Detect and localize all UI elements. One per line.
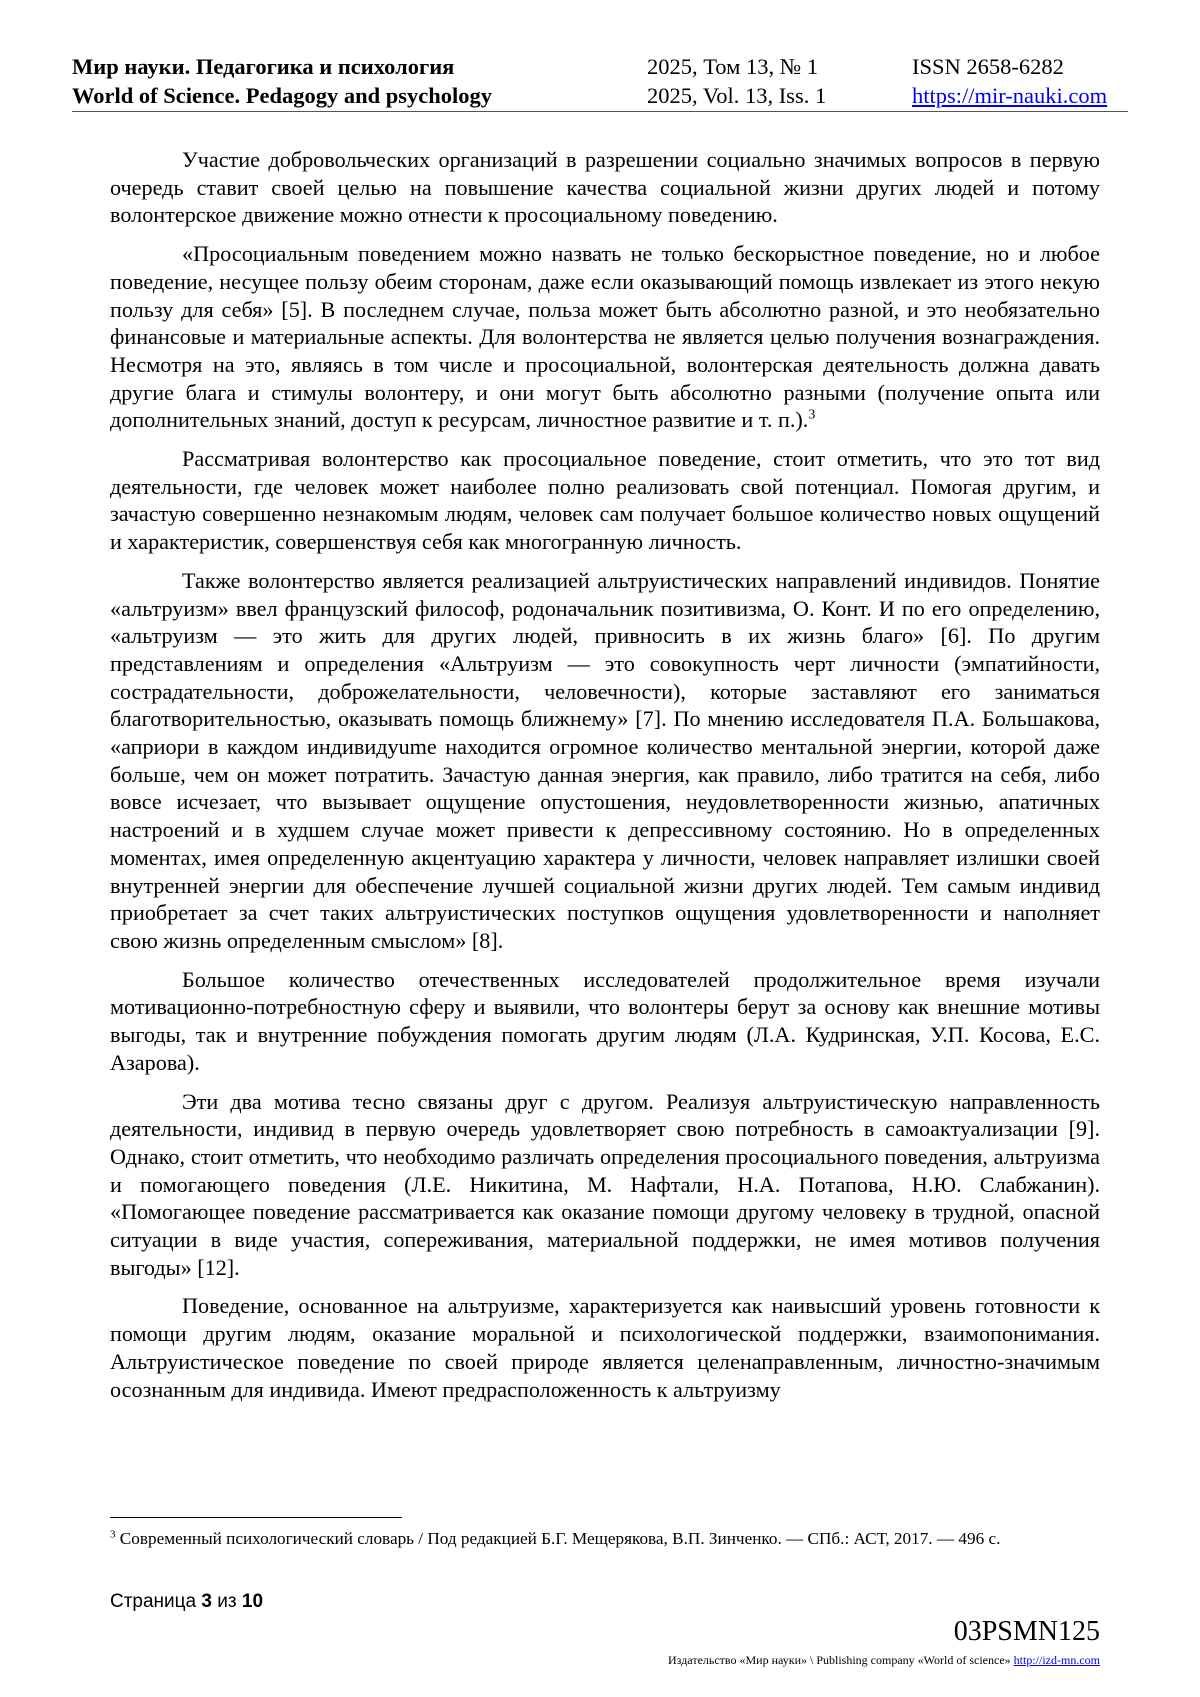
footnote: [110, 1528, 1105, 1550]
paragraph: [110, 240, 1100, 434]
paragraph-text: «Просоциальным поведением можно назвать не только бескорыстное поведение, но и любое поведение, несущее пользу обеим сторонам, даже если оказывающий помощь извлекает из этого некую пользу для себя» [5]. В последнем случае, польза может быть абсолютно разной, и это необязательно финансовые и материальные аспекты. Для волонтерства не является целью получения вознаграждения. Несмотря на это, являясь в том числе и просоциальной, волонтерская деятельность должна давать другие блага и стимулы волонтеру, и они могут быть абсолютно разными (получение опыта или дополнительных знаний, доступ к ресурсам, личностное развитие и т. п.).: [110, 241, 1100, 433]
footnote-reference[interactable]: 3: [808, 407, 816, 423]
publisher-text: Издательство «Мир науки» \ Publishing company «World of science»: [668, 1653, 1014, 1667]
page-total: 10: [241, 1591, 264, 1612]
issue-info-block: [647, 52, 826, 110]
publisher-link[interactable]: http://izd-mn.com: [1013, 1653, 1100, 1667]
issue-info-ru: 2025, Том 13, № 1: [647, 54, 819, 79]
page-current: 3: [201, 1591, 212, 1612]
paragraph: Также волонтерство является реализацией альтруистических направлений индивидов. Понятие «альтруизм» ввел французский философ, родоначальник позитивизма, О. Конт. И по его определению, «альтруизм — это жить для других людей, привносить в их жизнь благо» [6]. По другим представлениям и определения «Альтруизм — это совокупность черт личности (эмпатийности, сострадательности, доброжелательности, человечности), которые заставляют его заниматься благотворительностью, оказывать помощь ближнему» [7]. По мнению исследователя П.А. Большакова, «априори в каждом индивидуume находится огромное количество ментальной энергии, которой даже больше, чем он может потратить. Зачастую данная энергия, как правило, либо тратится на себя, либо вовсе исчезает, что вызывает ощущение опустошения, неудовлетворенности жизнью, апатичных настроений и в худшем случае может привести к депрессивному состоянию. Но в определенных моментах, имея определенную акцентуацию характера у личности, человек направляет излишки своей внутренней энергии для обеспечение лучшей социальной жизни других людей. Тем самым индивид приобретает за счет таких альтруистических поступков ощущения удовлетворенности и наполняет свою жизнь определенным смыслом» [8].: [110, 567, 1100, 953]
journal-site-link[interactable]: https://mir-nauki.com: [912, 83, 1108, 108]
article-body: [110, 146, 1100, 1414]
paragraph: Большое количество отечественных исследователей продолжительное время изучали мотивационно-потребностную сферу и выявили, что волонтеры берут за основу как внешние мотивы выгоды, так и внутренние побуждения помогать другим людям (Л.А. Кудринская, У.П. Косова, Е.С. Азарова).: [110, 966, 1100, 1075]
footnote-divider: [110, 1517, 402, 1518]
journal-title-ru: Мир науки. Педагогика и психология: [72, 54, 455, 79]
journal-title-en: World of Science. Pedagogy and psychology: [72, 83, 493, 108]
issue-info-en: 2025, Vol. 13, Iss. 1: [647, 83, 827, 108]
issn-block: [912, 52, 1107, 110]
header-divider: [72, 111, 1128, 112]
issn: ISSN 2658-6282: [912, 54, 1064, 79]
page-number: [110, 1590, 263, 1614]
paragraph: Рассматривая волонтерство как просоциальное поведение, стоит отметить, что это тот вид деятельности, где человек может наиболее полно реализовать свой потенциал. Помогая другим, и зачастую совершенно незнакомым людям, человек сам получает большое количество новых ощущений и характеристик, совершенствуя себя как многогранную личность.: [110, 446, 1100, 555]
paragraph: Поведение, основанное на альтруизме, характеризуется как наивысший уровень готовности к помощи другим людям, оказание моральной и психологической поддержки, взаимопонимания. Альтруистическое поведение по своей природе является целенаправленным, личностно-значимым осознанным для индивида. Имеют предрасположенность к альтруизму: [110, 1293, 1100, 1402]
journal-title-block: [72, 52, 492, 110]
article-code: 03PSMN125: [953, 1616, 1100, 1647]
footnote-text: Современный психологический словарь / Под редакцией Б.Г. Мещерякова, В.П. Зинченко. — СПб.: АСТ, 2017. — 496 с.: [119, 1529, 1001, 1548]
publisher-line: [668, 1652, 1100, 1668]
footnote-number: 3: [110, 1528, 116, 1541]
page-mid: из: [211, 1591, 242, 1612]
page-prefix: Страница: [110, 1591, 202, 1612]
journal-header: [72, 52, 1128, 112]
paragraph: Участие добровольческих организаций в разрешении социально значимых вопросов в первую очередь ставит своей целью на повышение качества социальной жизни других людей и потому волонтерское движение можно отнести к просоциальному поведению.: [110, 147, 1100, 228]
paragraph: Эти два мотива тесно связаны друг с другом. Реализуя альтруистическую направленность деятельности, индивид в первую очередь удовлетворяет свою потребность в самоактуализации [9]. Однако, стоит отметить, что необходимо различать определения просоциального поведения, альтруизма и помогающего поведения (Л.Е. Никитина, М. Нафтали, Н.А. Потапова, Н.Ю. Слабжанин). «Помогающее поведение рассматривается как оказание помощи другому человеку в трудной, опасной ситуации в виде участия, сопереживания, материальной поддержки, не имея мотивов получения выгоды» [12].: [110, 1088, 1100, 1280]
